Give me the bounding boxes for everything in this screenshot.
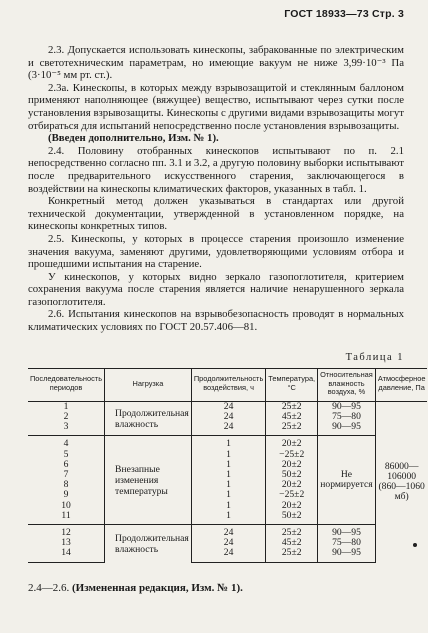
temperature-cell: 25±2 [266, 525, 318, 539]
load-cell: Продолжительная влажность [105, 401, 192, 436]
temperature-cell: 20±2 [266, 501, 318, 511]
humidity-cell: 90—95 [318, 525, 376, 539]
body-text [28, 44, 404, 334]
temperature-cell: 20±2 [266, 460, 318, 470]
humidity-cell: Не нормируется [318, 436, 376, 525]
period-cell: 6 [63, 458, 69, 470]
duration-cell: 1 [191, 470, 265, 480]
humidity-cell: 90—95 [318, 422, 376, 436]
header-load: Нагрузка [105, 369, 192, 402]
load-cell: Продолжительная влажность [105, 525, 192, 563]
climate-table [28, 368, 427, 563]
header-duration: Продолжительность воздействия, ч [191, 369, 265, 402]
duration-cell: 24 [191, 401, 265, 412]
table-row [28, 436, 427, 450]
duration-cell: 24 [191, 548, 265, 562]
duration-cell: 1 [191, 511, 265, 525]
period-cell: 7 [63, 469, 69, 480]
duration-cell: 24 [191, 422, 265, 436]
duration-cell: 1 [191, 490, 265, 500]
pressure-value-mbar: (860—1060 мб) [378, 480, 425, 503]
period-cell: 12 [28, 525, 105, 539]
temperature-cell: −25±2 [266, 450, 318, 460]
period-cell: 8 [63, 479, 69, 491]
period-cell: 2 [63, 410, 69, 422]
table-row [28, 548, 427, 562]
duration-cell: 24 [191, 538, 265, 548]
duration-cell: 1 [191, 480, 265, 490]
pressure-value: 86000—106000 [384, 460, 419, 482]
amendment-note: (Введен дополнительно, Изм. № 1). [48, 132, 219, 145]
period-cell: 4 [28, 436, 105, 450]
table-row [28, 422, 427, 436]
table-row [28, 525, 427, 539]
footer-note-ref: 2.4—2.6. [28, 582, 72, 594]
temperature-cell: 20±2 [266, 436, 318, 450]
period-cell: 10 [61, 499, 71, 511]
humidity-cell: 75—80 [318, 538, 376, 548]
temperature-cell: 25±2 [266, 548, 318, 562]
paragraph-2-3: 2.3. Допускается использовать кинескопы, забракованные по электрическим и светотехническим параметрам, но имеющие вакуум не ниже 3,99·10⁻³ Па (3·10⁻⁵ мм рт. ст.). [28, 44, 404, 82]
temperature-cell: 45±2 [266, 412, 318, 422]
temperature-cell: −25±2 [266, 490, 318, 500]
period-cell: 14 [28, 548, 105, 562]
temperature-cell: 45±2 [266, 538, 318, 548]
duration-cell: 24 [191, 525, 265, 539]
paragraph-getter: У кинескопов, у которых видно зеркало газопоглотителя, критерием сохранения вакуума после старения является наличие ненарушенного зеркала газопоглотителя. [28, 270, 404, 308]
period-cell: 1 [28, 401, 105, 412]
temperature-cell: 20±2 [266, 480, 318, 490]
page-header: ГОСТ 18933—73 Стр. 3 [284, 8, 404, 20]
period-cell: 13 [61, 537, 71, 549]
paragraph-method: Конкретный метод должен указываться в стандартах или другой технической документации, утвержденной в установленном порядке, на кинескопы конкретных типов. [28, 195, 404, 233]
temperature-cell: 25±2 [266, 401, 318, 412]
header-pressure: Атмосферное давление, Па [375, 369, 427, 402]
period-cell: 3 [63, 421, 69, 433]
paragraph-2-4: 2.4. Половину отобранных кинескопов испытывают по п. 2.1 непосредственно согласно пп. 3.1 и 3.2, а другую половину выборки испытывают после предварительного искусственного старения, заключающегося в воздействии на кинескопы климатических факторов, указанных в табл. 1. [28, 144, 404, 195]
paragraph-2-5: 2.5. Кинескопы, у которых в процессе старения произошло изменение значения вакуума, заменяют другими, удовлетворяющими условиям отбора и прошедшими испытания на старение. [28, 232, 404, 271]
duration-cell: 1 [191, 436, 265, 450]
duration-cell: 1 [191, 501, 265, 511]
temperature-cell: 25±2 [266, 422, 318, 436]
duration-cell: 24 [191, 412, 265, 422]
humidity-cell: 90—95 [318, 548, 376, 562]
scan-speck [413, 543, 417, 547]
temperature-cell: 50±2 [266, 470, 318, 480]
period-cell: 5 [63, 448, 69, 460]
humidity-cell: 75—80 [318, 412, 376, 422]
header-temperature: Температура, °С [266, 369, 318, 402]
period-cell: 11 [61, 509, 71, 521]
table-caption: Таблица 1 [345, 352, 404, 363]
paragraph-2-6: 2.6. Испытания кинескопов на взрывобезопасность проводят в нормальных климатических условиях по ГОСТ 20.57.406—81. [28, 308, 404, 334]
paragraph-2-3a: 2.3а. Кинескопы, в которых между взрывозащитой и стеклянным баллоном применяют наполняющее (вяжущее) вещество, испытывают через сутки после установления взрывозащиты. Кинескопы с другими видами взрывозащиты могут отбираться для испытаний непосредственно после установления взрывозащиты. [28, 81, 404, 132]
footer-note [28, 582, 243, 594]
duration-cell: 1 [191, 450, 265, 460]
header-period: Последовательность периодов [28, 369, 105, 402]
humidity-cell: 90—95 [318, 401, 376, 412]
period-cell: 9 [63, 489, 69, 501]
pressure-cell [375, 401, 427, 562]
footer-note-text: (Измененная редакция, Изм. № 1). [72, 582, 243, 594]
header-humidity: Относительная влажность воздуха, % [318, 369, 376, 402]
temperature-cell: 50±2 [266, 511, 318, 525]
table-header-row [28, 369, 427, 402]
duration-cell: 1 [191, 460, 265, 470]
load-cell: Внезапные изменения температуры [105, 436, 192, 525]
